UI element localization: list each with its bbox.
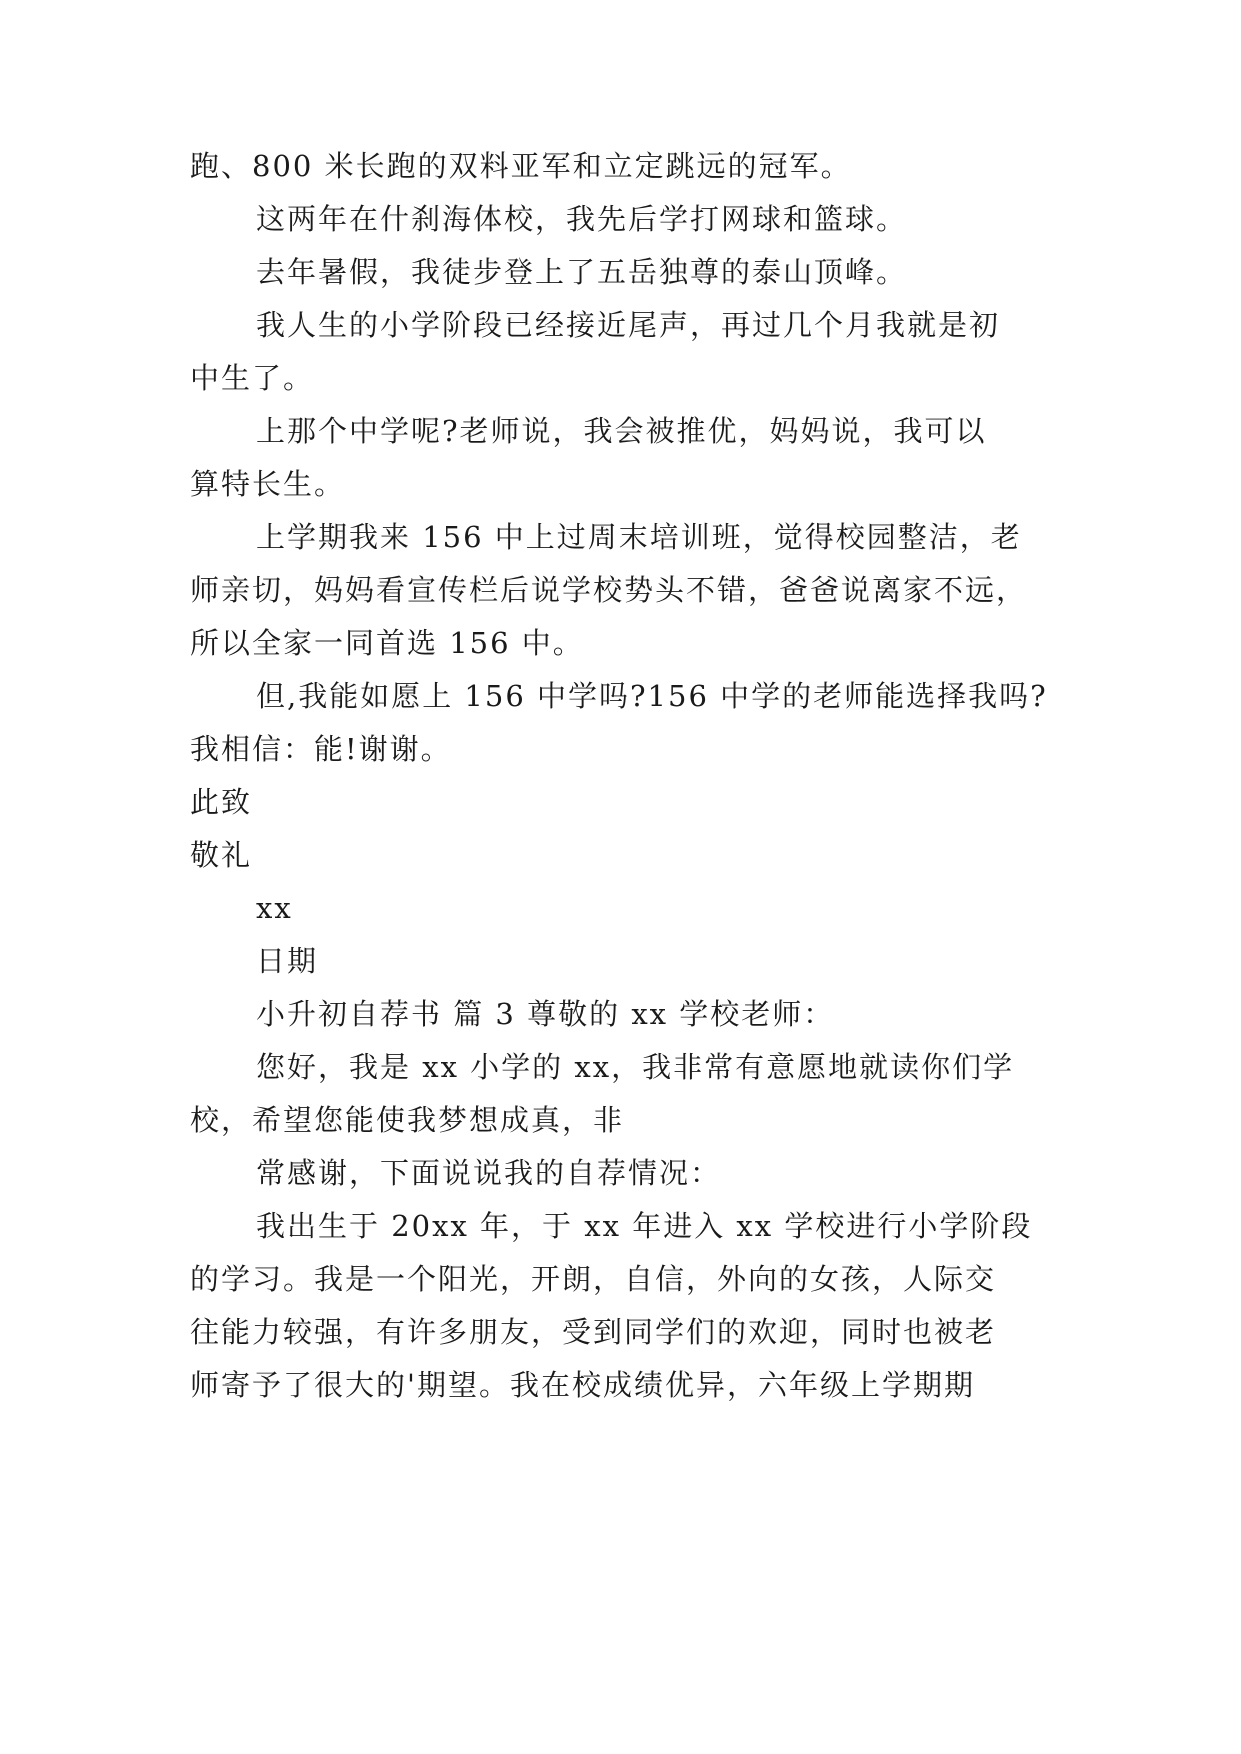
- paragraph-line: 这两年在什刹海体校，我先后学打网球和篮球。: [256, 202, 908, 236]
- text-line: 往能力较强，有许多朋友，受到同学们的欢迎，同时也被老: [190, 1315, 997, 1349]
- paragraph-line: 我出生于 20xx 年，于 xx 年进入 xx 学校进行小学阶段: [256, 1209, 1033, 1243]
- paragraph-line: 您好，我是 xx 小学的 xx，我非常有意愿地就读你们学: [256, 1050, 1015, 1084]
- text-line: 我相信：能!谢谢。: [190, 732, 452, 766]
- text-line: 的学习。我是一个阳光，开朗，自信，外向的女孩，人际交: [190, 1262, 997, 1296]
- text-line: 中生了。: [190, 361, 315, 395]
- paragraph-line: 去年暑假，我徒步登上了五岳独尊的泰山顶峰。: [256, 255, 908, 289]
- section-heading: 小升初自荐书 篇 3 尊敬的 xx 学校老师：: [256, 997, 835, 1031]
- paragraph-line: 我人生的小学阶段已经接近尾声，再过几个月我就是初: [256, 308, 1001, 342]
- text-line: 跑、800 米长跑的双料亚军和立定跳远的冠军。: [190, 149, 852, 183]
- text-line: 师寄予了很大的'期望。我在校成绩优异，六年级上学期期: [190, 1368, 975, 1402]
- closing-line: 此致: [190, 785, 253, 819]
- paragraph-line: 但,我能如愿上 156 中学吗?156 中学的老师能选择我吗?: [256, 679, 1048, 713]
- text-line: 校，希望您能使我梦想成真，非: [190, 1103, 625, 1137]
- paragraph-line: 上那个中学呢?老师说，我会被推优，妈妈说，我可以: [256, 414, 987, 448]
- closing-line: 敬礼: [190, 838, 253, 872]
- text-line: 师亲切，妈妈看宣传栏后说学校势头不错，爸爸说离家不远，: [190, 573, 1028, 607]
- paragraph-line: 上学期我来 156 中上过周末培训班，觉得校园整洁，老: [256, 520, 1022, 554]
- text-line: 所以全家一同首选 156 中。: [190, 626, 584, 660]
- date-line: 日期: [256, 944, 319, 978]
- signature-line: xx: [256, 891, 293, 925]
- paragraph-line: 常感谢，下面说说我的自荐情况：: [256, 1156, 722, 1190]
- text-line: 算特长生。: [190, 467, 346, 501]
